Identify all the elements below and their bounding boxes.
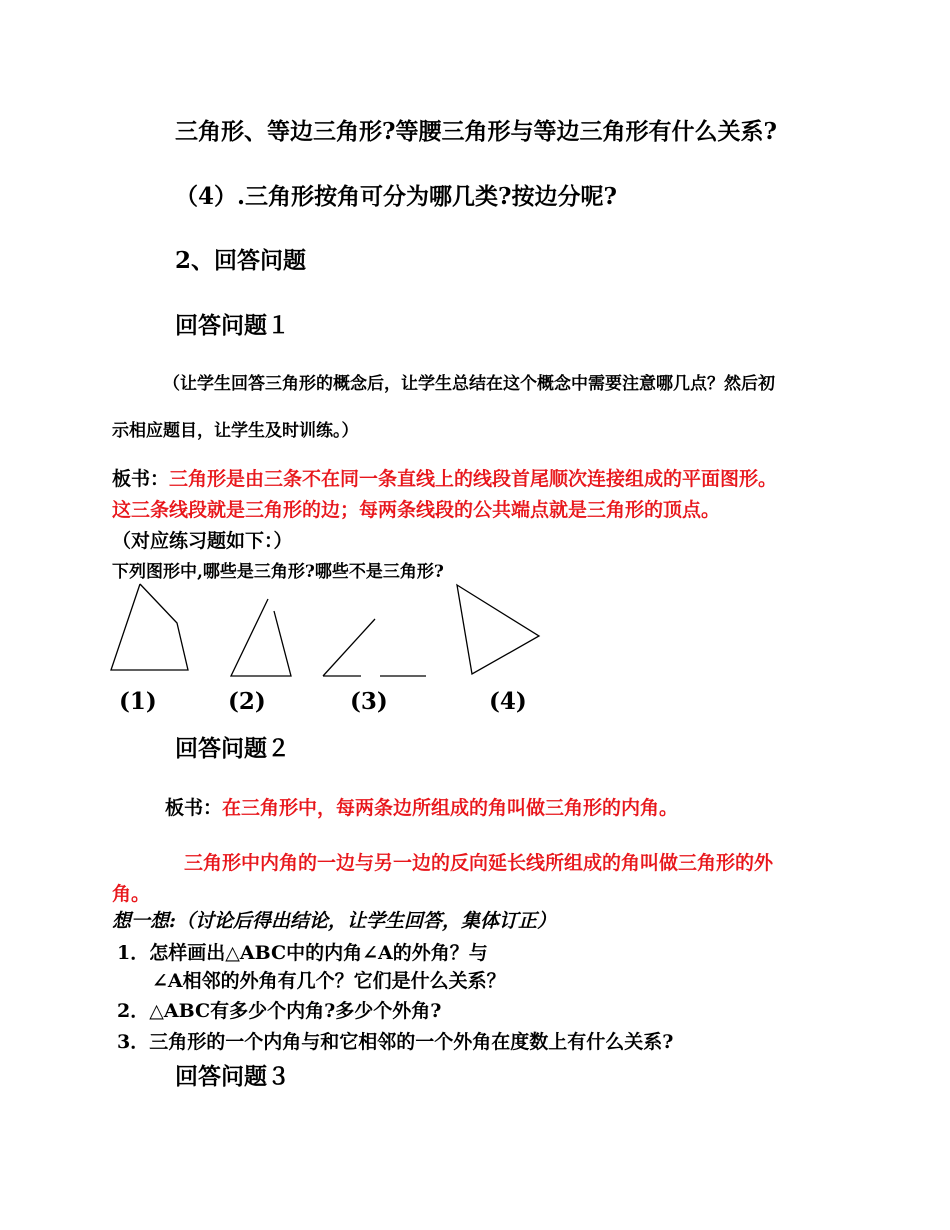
figure-label-2: (2): [228, 688, 266, 715]
question-line-classify: （4）.三角形按角可分为哪几类?按边分呢?: [175, 183, 617, 210]
think-item-2: 2．△ABC有多少个内角?多少个外角?: [117, 1000, 442, 1022]
board-label: 板书：: [112, 468, 170, 490]
section-heading-answer: 2、回答问题: [175, 247, 307, 274]
exterior-angle-definition-line-1: 三角形中内角的一边与另一边的反向延长线所组成的角叫做三角形的外: [184, 852, 774, 874]
think-heading: [112, 910, 556, 933]
figure-label-3: (3): [350, 688, 388, 715]
exercise-figures: [105, 578, 550, 715]
exercise-question: 下列图形中,哪些是三角形?哪些不是三角形?: [112, 562, 444, 582]
figure-label-4: (4): [489, 688, 527, 715]
exercise-intro: （对应练习题如下：）: [112, 530, 293, 552]
question-line-equilateral: 三角形、等边三角形?等腰三角形与等边三角形有什么关系?: [175, 118, 777, 145]
think-item-1-continued: ∠A相邻的外角有几个？它们是什么关系？: [152, 970, 506, 992]
figure-2-open-triangle: [231, 599, 291, 676]
figure-drawings: [105, 578, 550, 683]
think-label: 想一想:: [112, 910, 177, 932]
figure-4-triangle: [457, 585, 539, 674]
figure-3-slanted-segment: [323, 619, 375, 676]
triangle-parts-definition: 这三条线段就是三角形的边；每两条线段的公共端点就是三角形的顶点。: [112, 499, 721, 521]
exterior-angle-definition-line-2: 角。: [112, 883, 151, 905]
board-note-1: [112, 468, 777, 491]
think-note: （讨论后得出结论，让学生回答，集体订正）: [176, 910, 557, 932]
think-item-1: 1．怎样画出△ABC中的内角∠A的外角？与: [117, 942, 488, 964]
think-item-3: 3．三角形的一个内角与和它相邻的一个外角在度数上有什么关系?: [117, 1031, 674, 1053]
board-label-2: 板书：: [165, 797, 223, 819]
q2-heading: 回答问题２: [175, 735, 290, 762]
triangle-definition: 三角形是由三条不在同一条直线上的线段首尾顺次连接组成的平面图形。: [169, 468, 778, 490]
q1-note-line-1: （让学生回答三角形的概念后，让学生总结在这个概念中需要注意哪几点？然后初: [163, 374, 775, 394]
interior-angle-definition: 在三角形中，每两条边所组成的角叫做三角形的内角。: [222, 797, 679, 819]
figure-1-quadrilateral: [111, 584, 188, 670]
q3-heading: 回答问题３: [175, 1063, 290, 1090]
board-note-2: [165, 797, 678, 820]
q1-note-line-2: 示相应题目，让学生及时训练。）: [112, 421, 359, 441]
figure-label-1: (1): [119, 688, 157, 715]
q1-heading: 回答问题１: [175, 312, 290, 339]
